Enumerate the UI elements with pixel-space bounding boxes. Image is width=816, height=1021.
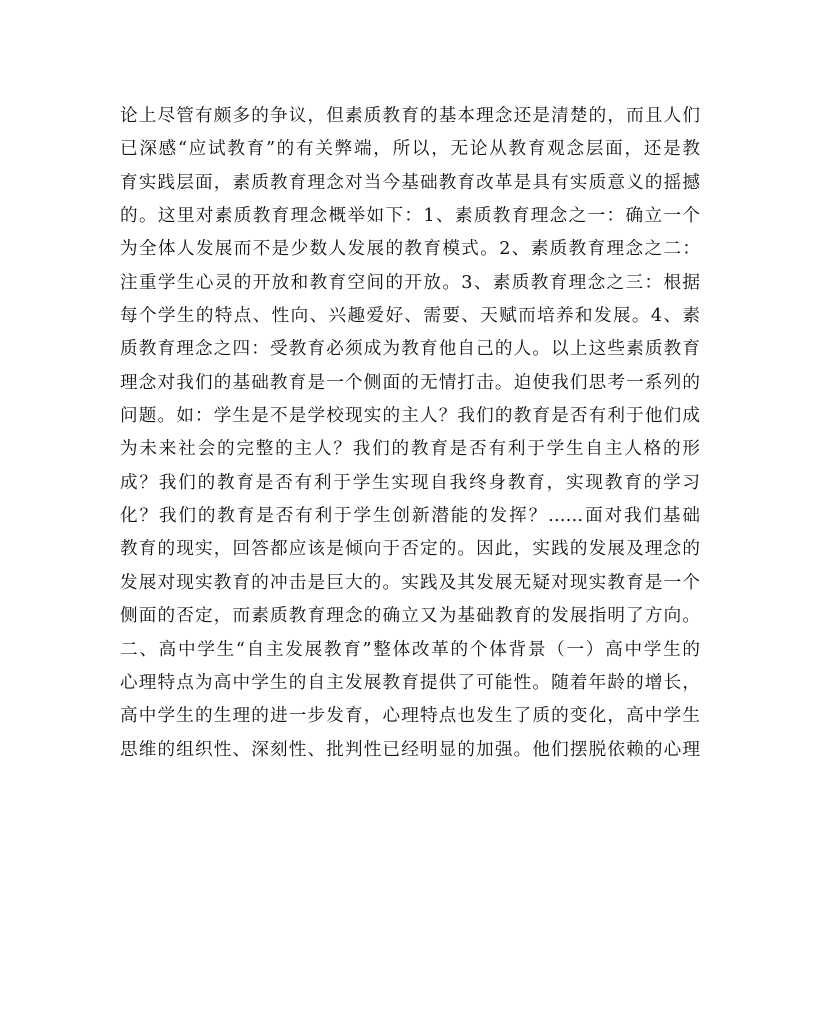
text-line: 每个学生的特点、性向、兴趣爱好、需要、天赋而培养和发展。4、素: [120, 306, 700, 327]
text-line: 心理特点为高中学生的自主发展教育提供了可能性。随着年龄的增长，: [120, 672, 700, 693]
text-line: 质教育理念之四：受教育必须成为教育他自己的人。以上这些素质教育: [120, 339, 700, 360]
text-line: 问题。如：学生是不是学校现实的主人？我们的教育是否有利于他们成: [120, 406, 700, 427]
text-line: 思维的组织性、深刻性、批判性已经明显的加强。他们摆脱依赖的心理: [120, 739, 700, 760]
text-line: 教育的现实，回答都应该是倾向于否定的。因此，实践的发展及理念的: [120, 539, 700, 560]
body-text: [120, 100, 700, 767]
text-line: 化？我们的教育是否有利于学生创新潜能的发挥？……面对我们基础: [120, 506, 700, 527]
text-line: 高中学生的生理的进一步发育，心理特点也发生了质的变化，高中学生: [120, 706, 700, 727]
text-line: 的。这里对素质教育理念概举如下：1、素质教育理念之一：确立一个: [120, 206, 700, 227]
text-line: 育实践层面，素质教育理念对当今基础教育改革是具有实质意义的摇撼: [120, 172, 700, 193]
text-line: 发展对现实教育的冲击是巨大的。实践及其发展无疑对现实教育是一个: [120, 572, 700, 593]
text-line: 成？我们的教育是否有利于学生实现自我终身教育，实现教育的学习: [120, 472, 700, 493]
text-line: 为未来社会的完整的主人？我们的教育是否有利于学生自主人格的形: [120, 439, 700, 460]
text-line: 二、高中学生“自主发展教育”整体改革的个体背景（一）高中学生的: [120, 639, 700, 660]
text-line: 注重学生心灵的开放和教育空间的开放。3、素质教育理念之三：根据: [120, 272, 700, 293]
text-line: 已深感“应试教育”的有关弊端，所以，无论从教育观念层面，还是教: [120, 139, 700, 160]
text-line: 为全体人发展而不是少数人发展的教育模式。2、素质教育理念之二：: [120, 239, 700, 260]
text-line: 侧面的否定，而素质教育理念的确立又为基础教育的发展指明了方向。: [120, 606, 700, 627]
text-line: 论上尽管有颇多的争议，但素质教育的基本理念还是清楚的，而且人们: [120, 106, 700, 126]
text-line: 理念对我们的基础教育是一个侧面的无情打击。迫使我们思考一系列的: [120, 372, 700, 393]
